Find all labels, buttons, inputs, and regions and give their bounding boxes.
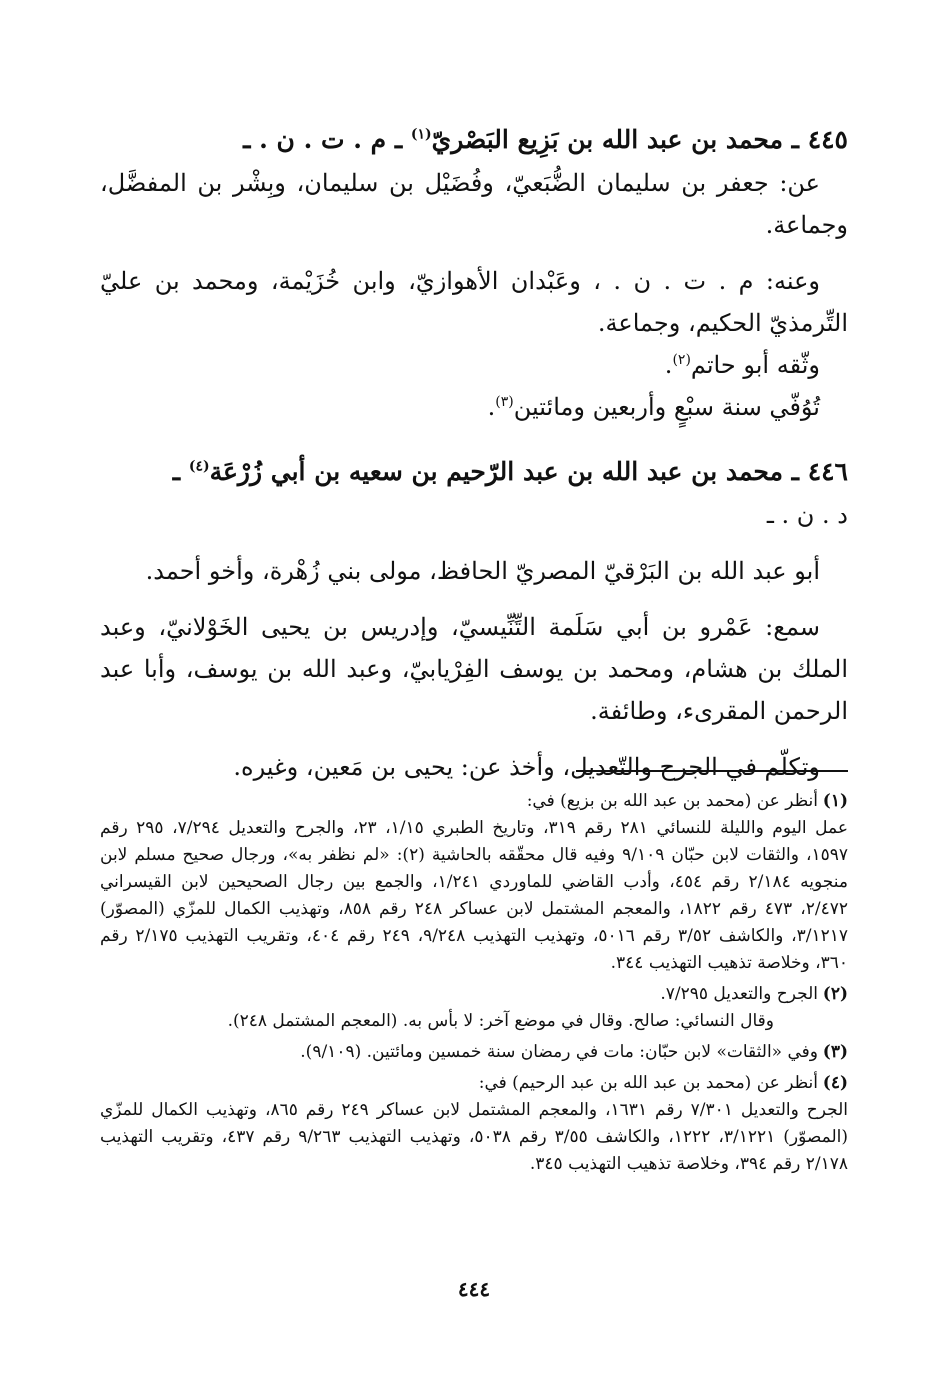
entry-445-tawthiq: وثّقه أبو حاتم$^{(٢)}$. (664, 351, 820, 379)
footnote-marker-2[interactable]: (٢) (672, 352, 691, 368)
footnotes (100, 788, 848, 1182)
footnote-number: (٣) (822, 1042, 848, 1062)
footnote-lead: أنظر عن (محمد بن عبد الله بن عبد الرحيم) في: (478, 1073, 818, 1093)
footnote-4 (100, 1070, 848, 1178)
entry-446-teachers: سمع: عَمْرو بن أبي سَلَمة التِّنِّيسيّ، وإدريس بن يحيى الخَوْلانيّ، وعبد الملك بن هشام، ومحمد بن يوسف الفِرْيابيّ، وعبد الله بن يوسف، وأبا عبد الرحمن المقرىء، وطائفة. (100, 613, 848, 725)
footnote-lead: أنظر عن (محمد بن عبد الله بن بزيع) في: (526, 791, 818, 811)
footnote-2 (100, 981, 848, 1035)
footnote-number: (٢) (822, 984, 848, 1004)
footnote-marker-4[interactable]: (٤) (188, 458, 210, 475)
footnote-body: عمل اليوم والليلة للنسائي ٢٨١ رقم ٣١٩، وتاريخ الطبري ١/١٥، ٢٣، والجرح والتعديل ٧/٢٩٤، ٢٩٥ رقم ١٥٩٧، والثقات لابن حبّان ٩/١٠٩ وفيه قال محقّقه بالحاشية (٢): «لم نظفر به»، ورجال صحيح مسلم لابن منجويه ٢/١٨٤ رقم ٤٥٤، وأدب القاضي للماوردي ١/٢٤١، والجمع بين رجال الصحيحين لابن القيسراني ٢/٤٧٢، ٤٧٣ رقم ١٨٢٢، والمعجم المشتمل لابن عساكر ٢٤٨ رقم ٨٥٨، وتهذيب الكمال للمزّي (المصوّر) ٣/١٢١٧، والكاشف ٣/٥٢ رقم ٥٠١٦، وتهذيب التهذيب ٩/٢٤٨، ٢٤٩ رقم ٤٠٤، وتقريب التهذيب ٢/١٧٥ رقم ٣٦٠، وخلاصة تذهيب التهذيب ٣٤٤. (100, 818, 849, 973)
footnote-number: (٤) (822, 1073, 848, 1093)
entry-446 (100, 450, 848, 788)
entry-446-kunya: أبو عبد الله بن البَرْقيّ المصريّ الحافظ، مولى بني زُهْرة، وأخو أحمد. (145, 557, 820, 585)
footnote-lead: وفي «الثقات» لابن حبّان: مات في رمضان سنة خمسين ومائتين. (٩/١٠٩). (300, 1042, 818, 1062)
entry-446-jarh: وتكلّم في الجرح والتّعديل، وأخذ عن: يحيى بن مَعين، وغيره. (233, 753, 820, 781)
entry-445-heading: ٤٤٥ ـ محمد بن عبد الله بن بَزِيع البَصْريّ$^{(١)}$ ـ م . ت . ن . ـ (243, 125, 848, 154)
entry-446-symbols: د . ن . ـ (766, 501, 848, 529)
footnote-divider (576, 770, 848, 772)
footnote-lead: الجرح والتعديل ٧/٢٩٥. (660, 984, 818, 1004)
page-number: ٤٤٤ (457, 1277, 491, 1301)
entry-445 (100, 118, 848, 428)
footnote-marker-3[interactable]: (٣) (495, 394, 514, 410)
entry-445-teachers: عن: جعفر بن سليمان الضُّبَعيّ، وفُضَيْل بن سليمان، وبِشْر بن المفضَّل، وجماعة. (100, 169, 848, 239)
main-text (100, 118, 848, 788)
footnote-number: (١) (822, 791, 848, 811)
footnote-1 (100, 788, 848, 977)
entry-445-death: تُوُفّي سنة سبْعٍ وأربعين ومائتين$^{(٣)}$. (487, 393, 820, 421)
footnote-3 (100, 1039, 848, 1066)
footnote-body: الجرح والتعديل ٧/٣٠١ رقم ١٦٣١، والمعجم المشتمل لابن عساكر ٢٤٩ رقم ٨٦٥، وتهذيب الكمال للمزّي (المصوّر) ٣/١٢٢١، ١٢٢٢، والكاشف ٣/٥٥ رقم ٥٠٣٨، وتهذيب التهذيب ٩/٢٦٣ رقم ٤٣٧، وتقريب التهذيب ٢/١٧٨ رقم ٣٩٤، وخلاصة تذهيب التهذيب ٣٤٥. (100, 1100, 849, 1174)
entry-445-students: وعنه: م . ت . ن . ، وعَبْدان الأهوازيّ، وابن خُزَيْمة، ومحمد بن عليّ التِّرمذيّ الحكيم، وجماعة. (100, 267, 848, 337)
footnote-marker-1[interactable]: (١) (410, 126, 432, 143)
entry-446-heading: ٤٤٦ ـ محمد بن عبد الله بن عبد الرّحيم بن سعيه بن أبي زُرْعَة$^{(٤)}$ ـ (172, 457, 848, 486)
footnote-extra: وقال النسائي: صالح. وقال في موضع آخر: لا بأس به. (المعجم المشتمل ٢٤٨). (227, 1011, 774, 1031)
